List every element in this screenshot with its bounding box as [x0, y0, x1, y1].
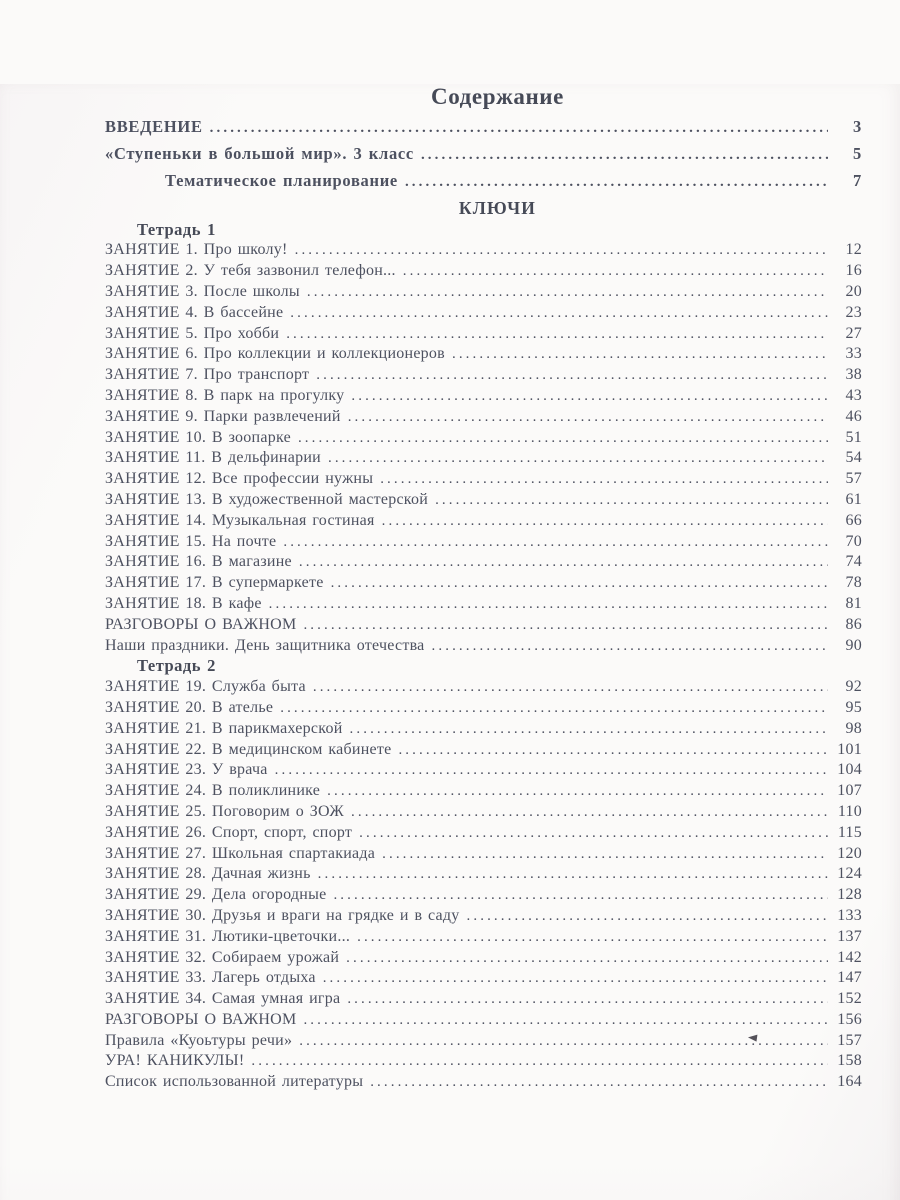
dot-leader — [210, 114, 828, 141]
dot-leader — [295, 240, 828, 261]
toc-entry-title: ЗАНЯТИЕ 22. В медицинском кабинете — [105, 740, 392, 758]
dot-leader — [347, 989, 828, 1010]
toc-row — [105, 968, 862, 989]
toc-entry-title: ЗАНЯТИЕ 31. Лютики-цветочки... — [105, 927, 351, 945]
toc-entry-title: ЗАНЯТИЕ 15. На почте — [105, 532, 277, 550]
toc-row — [105, 740, 862, 761]
toc-row — [105, 282, 862, 303]
toc-entry-page: 54 — [845, 449, 862, 467]
toc-row — [105, 844, 862, 865]
toc-row — [105, 365, 862, 386]
toc-entry-page: 51 — [845, 428, 862, 446]
toc-row — [105, 594, 862, 615]
toc-entry-title: ЗАНЯТИЕ 13. В художественной мастерской — [105, 490, 429, 508]
toc-row — [105, 760, 862, 781]
toc-entry-title: ЗАНЯТИЕ 8. В парк на прогулку — [105, 386, 345, 404]
toc-row — [105, 324, 862, 345]
toc-row — [105, 781, 862, 802]
toc-entry-title: Список использованной литературы — [105, 1073, 364, 1091]
toc-row — [105, 240, 862, 261]
toc-entry-title: ЗАНЯТИЕ 33. Лагерь отдыха — [105, 969, 316, 987]
dot-leader — [403, 261, 828, 282]
dot-leader — [269, 594, 828, 615]
toc-entry-page: 46 — [845, 407, 862, 425]
toc-entry-page: 61 — [845, 490, 862, 508]
dot-leader — [299, 552, 828, 573]
toc-row — [105, 261, 862, 282]
toc-row — [105, 885, 862, 906]
dot-leader — [275, 760, 828, 781]
toc-entry-title: ЗАНЯТИЕ 14. Музыкальная гостиная — [105, 511, 375, 529]
dot-leader — [283, 532, 828, 553]
toc-row — [105, 552, 862, 573]
toc-row — [105, 532, 862, 553]
dot-leader — [382, 844, 828, 865]
photo-speck-artifact — [748, 1033, 758, 1041]
toc-entry-page: 128 — [837, 886, 862, 904]
toc-row — [105, 677, 862, 698]
toc-entry-page: 110 — [837, 802, 862, 820]
toc-entry-page: 5 — [853, 144, 862, 164]
dot-leader — [316, 365, 828, 386]
toc-row — [105, 864, 862, 885]
toc-entry-title: Правила «Куоьтуры речи» — [105, 1031, 293, 1049]
toc-row — [105, 469, 862, 490]
section-heading: КЛЮЧИ — [458, 197, 537, 218]
toc-entry-page: 23 — [845, 303, 862, 321]
toc-entry-title: ВВЕДЕНИЕ — [105, 117, 203, 136]
toc-entry-title: ЗАНЯТИЕ 29. Дела огородные — [105, 886, 327, 904]
dot-leader — [307, 282, 828, 303]
toc-entry-title: ЗАНЯТИЕ 32. Собираем урожай — [105, 948, 340, 966]
toc-entry-page: 66 — [845, 511, 862, 529]
toc-entry-title: ЗАНЯТИЕ 7. Про транспорт — [105, 366, 310, 384]
toc-entry-page: 38 — [845, 366, 862, 384]
toc-entry-title: ЗАНЯТИЕ 10. В зоопарке — [105, 428, 291, 446]
toc-row — [105, 303, 862, 324]
toc-row — [105, 698, 862, 719]
toc-row — [105, 573, 862, 594]
toc-entry-page: 90 — [845, 636, 862, 654]
toc-entry-page: 33 — [845, 345, 862, 363]
toc-entry-title: ЗАНЯТИЕ 18. В кафе — [105, 594, 262, 612]
toc-entry-title: ЗАНЯТИЕ 20. В ателье — [105, 698, 274, 716]
toc-entry-title: ЗАНЯТИЕ 25. Поговорим о ЗОЖ — [105, 802, 345, 820]
toc-entry-title: ЗАНЯТИЕ 2. У тебя зазвонил телефон... — [105, 262, 396, 280]
dot-leader — [323, 968, 828, 989]
toc-row — [105, 511, 862, 532]
toc-entry-page: 86 — [845, 615, 862, 633]
toc-entry-page: 57 — [845, 470, 862, 488]
toc-entry-title: ЗАНЯТИЕ 30. Друзья и враги на грядке и в саду — [105, 906, 460, 924]
toc-entry-title: ЗАНЯТИЕ 11. В дельфинарии — [105, 449, 321, 467]
dot-leader — [333, 885, 828, 906]
toc-entry-title: ЗАНЯТИЕ 12. Все профессии нужны — [105, 470, 374, 488]
toc-entry-page: 156 — [837, 1010, 862, 1028]
toc-entry-page: 20 — [845, 283, 862, 300]
toc-row — [105, 168, 862, 195]
toc-entry-title: ЗАНЯТИЕ 19. Служба быта — [105, 678, 306, 696]
toc-entry-page: 78 — [845, 574, 862, 592]
dot-leader — [251, 1051, 828, 1072]
toc-entry-title: УРА! КАНИКУЛЫ! — [105, 1052, 245, 1070]
toc-entry-title: РАЗГОВОРЫ О ВАЖНОМ — [105, 1010, 297, 1028]
dot-leader — [346, 948, 828, 969]
toc-entry-page: 98 — [845, 719, 862, 737]
toc-entry-page: 147 — [837, 969, 862, 987]
dot-leader — [290, 303, 828, 324]
toc-entry-page: 70 — [845, 532, 862, 550]
toc-entry-title: ЗАНЯТИЕ 21. В парикмахерской — [105, 719, 343, 737]
toc-row — [105, 386, 862, 407]
toc-entry-page: 43 — [845, 386, 862, 404]
page-title: Содержание — [431, 84, 564, 109]
toc-row — [105, 719, 862, 740]
toc-entry-title: Наши праздники. День защитника отечества — [105, 636, 425, 654]
toc-entry-page: 27 — [845, 324, 862, 342]
toc-row — [105, 141, 862, 168]
toc-row — [105, 906, 862, 927]
toc-row — [105, 989, 862, 1010]
toc-entry-title: «Ступеньки в большой мир». 3 класс — [105, 144, 414, 164]
toc-entry-title: ЗАНЯТИЕ 16. В магазине — [105, 553, 292, 571]
toc-entry-page: 12 — [845, 241, 862, 259]
book-page — [0, 84, 900, 1200]
toc-list — [105, 114, 862, 1093]
toc-entry-page: 81 — [845, 594, 862, 612]
toc-entry-page: 124 — [837, 865, 862, 883]
toc-row — [105, 1051, 862, 1072]
toc-entry-page: 152 — [837, 990, 862, 1008]
toc-entry-page: 95 — [845, 698, 862, 716]
toc-entry-page: 142 — [837, 948, 862, 966]
toc-entry-title: ЗАНЯТИЕ 6. Про коллекции и коллекционеров — [105, 345, 445, 363]
toc-row — [105, 802, 862, 823]
toc-row — [105, 636, 862, 657]
toc-entry-page: 120 — [837, 844, 862, 862]
toc-entry-title: ЗАНЯТИЕ 1. Про школу! — [105, 241, 288, 259]
dot-leader — [328, 448, 828, 469]
toc-entry-page: 137 — [837, 927, 862, 945]
notebook-subheading: Тетрадь 1 — [137, 219, 216, 239]
toc-entry-page: 74 — [845, 553, 862, 571]
notebook-subheading: Тетрадь 2 — [137, 656, 216, 676]
dot-leader — [327, 781, 828, 802]
toc-row — [105, 948, 862, 969]
toc-entry-page: 92 — [845, 678, 862, 696]
toc-row — [105, 615, 862, 636]
dot-leader — [435, 490, 828, 511]
toc-entry-title: ЗАНЯТИЕ 27. Школьная спартакиада — [105, 844, 376, 862]
toc-row — [105, 344, 862, 365]
dot-leader — [370, 1072, 828, 1093]
toc-entry-title: ЗАНЯТИЕ 5. Про хобби — [105, 324, 280, 342]
toc-row — [105, 407, 862, 428]
toc-entry-page: 3 — [853, 117, 862, 136]
toc-row — [105, 823, 862, 844]
dot-leader — [351, 802, 828, 823]
dot-leader — [313, 677, 828, 698]
toc-row — [105, 114, 862, 141]
dot-leader — [303, 615, 828, 636]
toc-row — [105, 428, 862, 449]
dot-leader — [380, 469, 828, 490]
toc-entry-title: ЗАНЯТИЕ 24. В поликлинике — [105, 782, 321, 800]
toc-row — [105, 1072, 862, 1093]
dot-leader — [359, 823, 828, 844]
dot-leader — [467, 906, 828, 927]
toc-row — [105, 927, 862, 948]
toc-entry-page: 115 — [837, 823, 862, 841]
dot-leader — [303, 1010, 828, 1031]
toc-entry-title: РАЗГОВОРЫ О ВАЖНОМ — [105, 615, 297, 633]
toc-entry-page: 101 — [837, 740, 862, 758]
toc-entry-page: 158 — [837, 1052, 862, 1070]
dot-leader — [286, 324, 828, 345]
dot-leader — [382, 511, 828, 532]
dot-leader — [331, 573, 828, 594]
dot-leader — [432, 636, 828, 657]
dot-leader — [398, 740, 828, 761]
toc-entry-title: ЗАНЯТИЕ 28. Дачная жизнь — [105, 865, 311, 883]
dot-leader — [298, 428, 828, 449]
toc-entry-title: ЗАНЯТИЕ 23. У врача — [105, 761, 268, 779]
dot-leader — [405, 168, 828, 195]
dot-leader — [452, 344, 828, 365]
toc-entry-page: 7 — [853, 171, 862, 191]
toc-row — [105, 1010, 862, 1031]
toc-entry-title: ЗАНЯТИЕ 34. Самая умная игра — [105, 990, 341, 1008]
dot-leader — [280, 698, 828, 719]
toc-entry-page: 164 — [837, 1073, 862, 1091]
toc-entry-title: ЗАНЯТИЕ 9. Парки развлечений — [105, 407, 341, 425]
toc-entry-page: 16 — [845, 262, 862, 280]
toc-entry-page: 104 — [837, 761, 862, 779]
toc-row — [105, 448, 862, 469]
toc-entry-page: 107 — [837, 782, 862, 800]
dot-leader — [357, 927, 828, 948]
toc-entry-title: ЗАНЯТИЕ 26. Спорт, спорт, спорт — [105, 823, 353, 841]
toc-row — [105, 490, 862, 511]
dot-leader — [350, 719, 828, 740]
dot-leader — [318, 864, 828, 885]
toc-entry-page: 133 — [837, 906, 862, 924]
dot-leader — [348, 407, 828, 428]
toc-entry-page: 157 — [837, 1031, 862, 1049]
toc-entry-title: ЗАНЯТИЕ 17. В супермаркете — [105, 574, 324, 592]
dot-leader — [351, 386, 828, 407]
dot-leader — [421, 141, 828, 168]
toc-entry-title: Тематическое планирование — [165, 171, 398, 191]
toc-entry-title: ЗАНЯТИЕ 3. После школы — [105, 283, 300, 300]
toc-entry-title: ЗАНЯТИЕ 4. В бассейне — [105, 303, 284, 321]
